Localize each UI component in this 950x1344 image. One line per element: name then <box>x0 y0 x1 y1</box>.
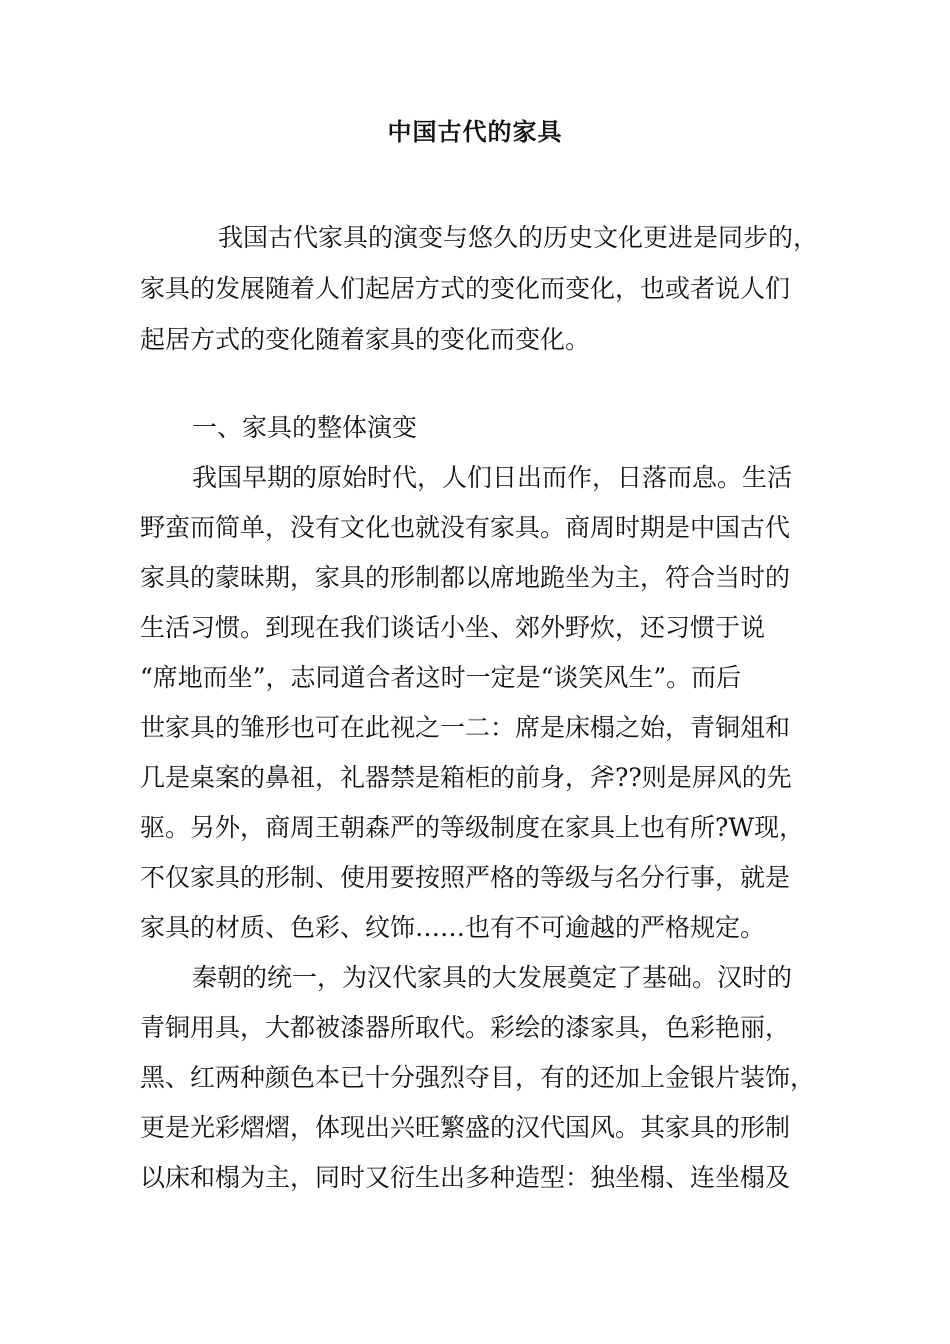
section-body <box>140 403 830 1203</box>
body-line: 不仅家具的形制、使用要按照严格的等级与名分行事，就是 <box>140 863 791 892</box>
body-line: 黑、红两种颜色本已十分强烈夺目，有的还加上金银片装饰， <box>140 1063 816 1092</box>
body-line: 家具的蒙昧期，家具的形制都以席地跪坐为主，符合当时的 <box>140 563 791 592</box>
body-line: 驱。另外，商周王朝森严的等级制度在家具上也有所?W现， <box>140 813 805 842</box>
body-line: “席地而坐”，志同道合者这时一定是“谈笑风生”。而后 <box>140 663 742 692</box>
body-line: 几是桌案的鼻祖，礼器禁是箱柜的前身，斧??则是屏风的先 <box>140 763 792 792</box>
section-heading: 一、家具的整体演变 <box>192 413 418 442</box>
body-line: 世家具的雏形也可在此视之一二：席是床榻之始，青铜俎和 <box>140 713 791 742</box>
body-line: 野蛮而简单，没有文化也就没有家具。商周时期是中国古代 <box>140 513 791 542</box>
intro-paragraph <box>140 212 820 365</box>
document-title: 中国古代的家具 <box>387 117 563 146</box>
body-line: 更是光彩熠熠，体现出兴旺繁盛的汉代国风。其家具的形制 <box>140 1113 791 1142</box>
body-line: 秦朝的统一，为汉代家具的大发展奠定了基础。汉时的 <box>192 963 793 992</box>
intro-line: 起居方式的变化随着家具的变化而变化。 <box>140 325 591 354</box>
body-line: 我国早期的原始时代，人们日出而作，日落而息。生活 <box>192 463 793 492</box>
body-line: 生活习惯。到现在我们谈话小坐、郊外野炊，还习惯于说 <box>140 613 766 642</box>
body-line: 青铜用具，大都被漆器所取代。彩绘的漆家具，色彩艳丽， <box>140 1013 791 1042</box>
body-line: 家具的材质、色彩、纹饰……也有不可逾越的严格规定。 <box>140 913 766 942</box>
intro-line: 家具的发展随着人们起居方式的变化而变化，也或者说人们 <box>140 274 791 303</box>
intro-line: 我国古代家具的演变与悠久的历史文化更进是同步的， <box>218 223 819 252</box>
body-line: 以床和榻为主，同时又衍生出多种造型：独坐榻、连坐榻及 <box>140 1163 791 1192</box>
